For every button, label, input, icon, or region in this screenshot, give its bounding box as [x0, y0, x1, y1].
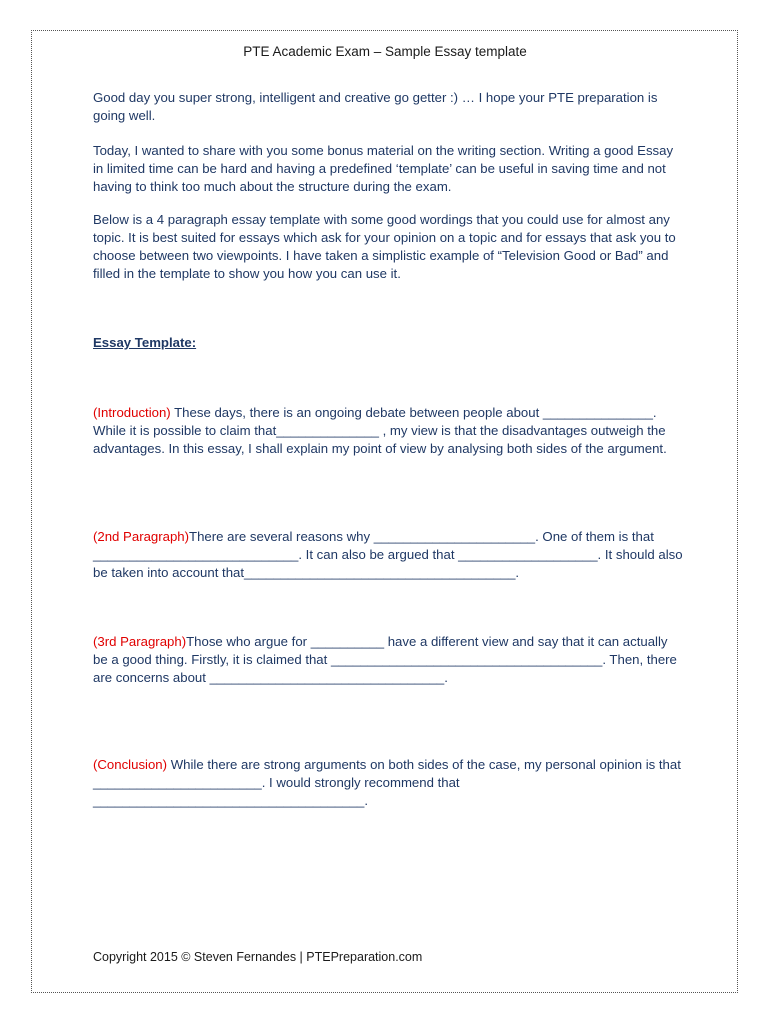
introduction-tag: (Introduction): [93, 405, 171, 420]
essay-template-heading: Essay Template:: [93, 335, 197, 350]
third-paragraph-text: Those who argue for __________ have a different view and say that it can actually be a good thing. Firstly, it is claimed that _____________________________________. Then, there are concerns about ________________________________.: [93, 634, 677, 685]
second-paragraph-text: There are several reasons why ______________________. One of them is that ____________________________. It can also be argued that ___________________. It should also be taken into account that_____________________________________.: [93, 529, 683, 580]
template-second-paragraph: [93, 528, 683, 582]
conclusion-tag: (Conclusion): [93, 757, 168, 772]
template-third-paragraph: [93, 633, 683, 687]
third-paragraph-tag: (3rd Paragraph): [93, 634, 187, 649]
intro-paragraph-greeting: Good day you super strong, intelligent and creative go getter :) … I hope your PTE preparation is going well.: [93, 90, 658, 123]
document-title: PTE Academic Exam – Sample Essay template: [243, 44, 527, 59]
conclusion-text: While there are strong arguments on both sides of the case, my personal opinion is that _______________________. I would strongly recommend that _____________________________________.: [93, 757, 681, 808]
introduction-text: These days, there is an ongoing debate between people about _______________. While it is possible to claim that______________ , my view is that the disadvantages outweigh the advantages. In this essay, I shall explain my point of view by analysing both sides of the argument.: [93, 405, 667, 456]
copyright-footer: Copyright 2015 © Steven Fernandes | PTEPreparation.com: [93, 950, 423, 964]
template-introduction-paragraph: [93, 404, 683, 458]
intro-paragraph-bonus-material: Today, I wanted to share with you some bonus material on the writing section. Writing a good Essay in limited time can be hard and having a predefined ‘template’ can be useful in saving time and not having to think too much about the structure during the exam.: [93, 143, 674, 194]
second-paragraph-tag: (2nd Paragraph): [93, 529, 190, 544]
template-conclusion-paragraph: [93, 756, 683, 810]
intro-paragraph-template-description: Below is a 4 paragraph essay template with some good wordings that you could use for almost any topic. It is best suited for essays which ask for your opinion on a topic and for essays that ask you to choose between two viewpoints. I have taken a simplistic example of “Television Good or Bad” and filled in the template to show you how you can use it.: [93, 212, 676, 281]
